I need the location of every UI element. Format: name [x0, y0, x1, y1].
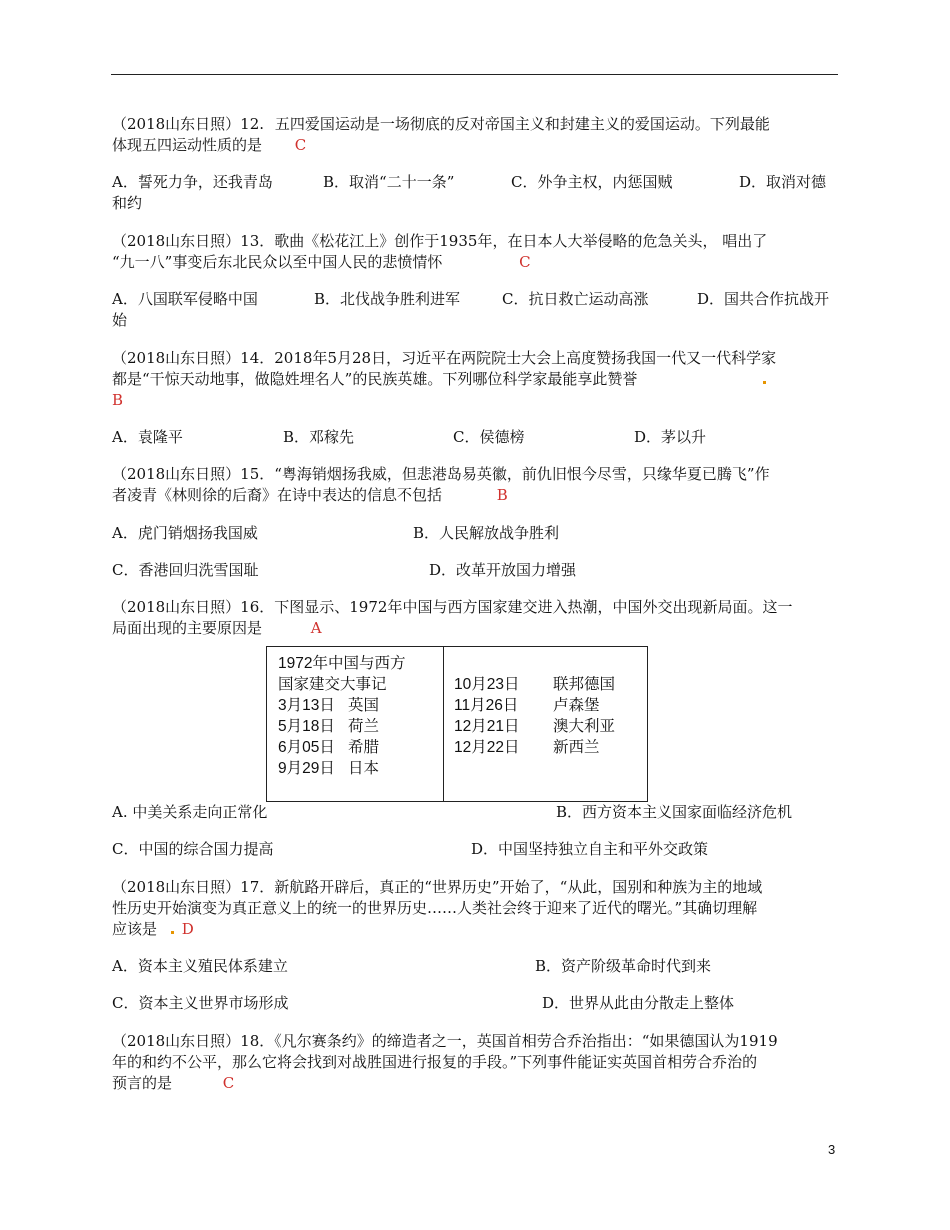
table-country: 希腊	[348, 739, 380, 756]
question-15-answer: B	[496, 486, 508, 504]
table-country: 联邦德国	[553, 676, 616, 693]
question-14-line-2	[112, 369, 637, 389]
mark-dot	[763, 381, 766, 384]
q13-option-b: B．北伐战争胜利进军	[314, 290, 461, 308]
q12-option-c: C．外争主权，内惩国贼	[511, 173, 673, 191]
question-16-source: （2018山东日照）16．	[112, 598, 275, 616]
question-12-line-1	[112, 114, 770, 134]
table-row	[278, 737, 405, 758]
q13-option-a: A．八国联军侵略中国	[112, 290, 258, 308]
question-13-line-1	[112, 231, 767, 251]
table-country: 卢森堡	[553, 697, 600, 714]
q14-option-d: D．茅以升	[634, 428, 707, 446]
question-14-line-1	[112, 348, 776, 368]
question-12-stem: 五四爱国运动是一场彻底的反对帝国主义和封建主义的爱国运动。下列最能	[274, 115, 770, 133]
table-country: 新西兰	[553, 739, 600, 756]
q13-option-d: D．国共合作抗战开	[697, 290, 830, 308]
q16-option-b: B．西方资本主义国家面临经济危机	[556, 803, 793, 821]
q14-option-b: B．邓稼先	[283, 428, 355, 446]
question-12-source: （2018山东日照）12.	[112, 115, 265, 133]
question-15-line-1	[112, 464, 770, 484]
question-15-line-2	[112, 485, 508, 505]
table-row	[278, 695, 405, 716]
q17-option-b: B．资产阶级革命时代到来	[535, 957, 712, 975]
question-17-line-2	[112, 898, 757, 918]
table-row	[278, 758, 405, 779]
table-date: 9月29日	[278, 760, 335, 777]
table-row	[278, 716, 405, 737]
table-title-line-2: 国家建交大事记	[278, 676, 387, 693]
question-16-stem-2: 局面出现的主要原因是	[112, 619, 263, 637]
mark-dot	[171, 931, 174, 934]
question-18-stem: 《凡尔赛条约》的缔造者之一，英国首相劳合乔治指出：“如果德国认为1919	[274, 1032, 778, 1050]
header-rule	[111, 74, 838, 75]
q16-option-c: C．中国的综合国力提高	[112, 840, 274, 858]
table-date: 3月13日	[278, 697, 335, 714]
table-row	[454, 674, 615, 695]
q17-option-a: A．资本主义殖民体系建立	[112, 957, 288, 975]
question-14-source: （2018山东日照）14．	[112, 349, 275, 367]
table-country: 英国	[348, 697, 380, 714]
question-16-stem: 下图显示、1972年中国与西方国家建交进入热潮，中国外交出现新局面。这一	[274, 598, 793, 616]
question-16-line-2	[112, 618, 322, 638]
question-18-answer: C	[222, 1074, 235, 1092]
table-date: 12月21日	[454, 718, 520, 735]
question-18-line-1	[112, 1031, 778, 1051]
q15-option-b: B．人民解放战争胜利	[413, 524, 560, 542]
table-date: 12月22日	[454, 739, 520, 756]
table-left-column	[278, 653, 405, 779]
question-18-line-2	[112, 1052, 757, 1072]
question-17-answer: D	[181, 920, 194, 938]
question-17-source: （2018山东日照）17．	[112, 878, 275, 896]
question-15-source: （2018山东日照）15．	[112, 465, 275, 483]
question-14-stem: 2018年5月28日，习近平在两院院士大会上高度赞扬我国一代又一代科学家	[274, 349, 777, 367]
q17-option-d: D．世界从此由分散走上整体	[542, 994, 735, 1012]
question-16-line-1	[112, 597, 792, 617]
q15-option-c: C．香港回归洗雪国耻	[112, 561, 259, 579]
question-13-line-2	[112, 252, 531, 272]
page-number: 3	[828, 1142, 836, 1157]
q15-option-a: A．虎门销烟扬我国威	[112, 524, 258, 542]
q12-option-a: A．誓死力争，还我青岛	[112, 173, 273, 191]
question-14-stem-2: 都是“干惊天动地事，做隐姓埋名人”的民族英雄。下列哪位科学家最能享此赞誉	[112, 370, 638, 388]
table-date: 5月18日	[278, 718, 335, 735]
table-row	[454, 716, 615, 737]
question-13-answer: C	[519, 253, 531, 271]
q14-option-c: C．侯德榜	[453, 428, 525, 446]
table-title-line-1: 1972年中国与西方	[278, 655, 406, 672]
question-16-answer: A	[310, 619, 322, 637]
table-country: 日本	[348, 760, 380, 777]
question-18-source: （2018山东日照）18．	[112, 1032, 275, 1050]
question-18-stem-3: 预言的是	[112, 1074, 173, 1092]
question-12-answer: C	[294, 136, 307, 154]
question-17-stem: 新航路开辟后，真正的“世界历史”开始了，“从此，国别和种族为主的地域	[274, 878, 763, 896]
q16-option-a: A. 中美关系走向正常化	[112, 803, 268, 821]
question-18-stem-2: 年的和约不公平，那么它将会找到对战胜国进行报复的手段。”下列事件能证实英国首相劳合乔治的	[112, 1053, 758, 1071]
question-12-line-2	[112, 135, 306, 155]
q17-option-c: C．资本主义世界市场形成	[112, 994, 289, 1012]
question-17-line-3	[112, 919, 194, 939]
table-country: 荷兰	[348, 718, 380, 735]
q13-option-d-cont: 始	[112, 311, 128, 329]
q14-option-a: A．袁隆平	[112, 428, 183, 446]
q16-option-d: D．中国坚持独立自主和平外交政策	[471, 840, 709, 858]
question-12-stem-2: 体现五四运动性质的是	[112, 136, 263, 154]
question-15-stem-2: 者凌青《林则徐的后裔》在诗中表达的信息不包括	[112, 486, 443, 504]
q13-option-c: C．抗日救亡运动高涨	[502, 290, 649, 308]
table-date: 10月23日	[454, 676, 520, 693]
question-18-line-3	[112, 1073, 234, 1093]
question-17-line-1	[112, 877, 762, 897]
q12-option-b: B．取消“二十一条”	[323, 173, 455, 191]
question-15-stem: “粤海销烟扬我威，但悲港岛易英徽，前仇旧恨今尽雪，只缘华夏已腾飞”作	[274, 465, 770, 483]
table-divider	[443, 647, 444, 801]
q15-option-d: D．改革开放国力增强	[429, 561, 577, 579]
question-13-source: （2018山东日照）13．	[112, 232, 275, 250]
question-17-stem-2: 性历史开始演变为真正意义上的统一的世界历史……人类社会终于迎来了近代的曙光。”其确切理解	[112, 899, 758, 917]
diplomacy-table	[266, 646, 648, 802]
question-13-stem-2: “九一八”事变后东北民众以至中国人民的悲愤情怀	[112, 253, 443, 271]
question-17-stem-3: 应该是	[112, 920, 158, 938]
table-date: 6月05日	[278, 739, 335, 756]
question-13-stem: 歌曲《松花江上》创作于1935年，在日本人大举侵略的危急关头， 唱出了	[274, 232, 768, 250]
table-date: 11月26日	[454, 697, 519, 714]
q12-option-d: D．取消对德	[739, 173, 827, 191]
q12-option-d-cont: 和约	[112, 194, 143, 212]
table-row	[454, 737, 615, 758]
question-14-answer: B	[112, 391, 124, 409]
table-row	[454, 695, 615, 716]
table-country: 澳大利亚	[553, 718, 616, 735]
table-right-column	[454, 674, 615, 758]
